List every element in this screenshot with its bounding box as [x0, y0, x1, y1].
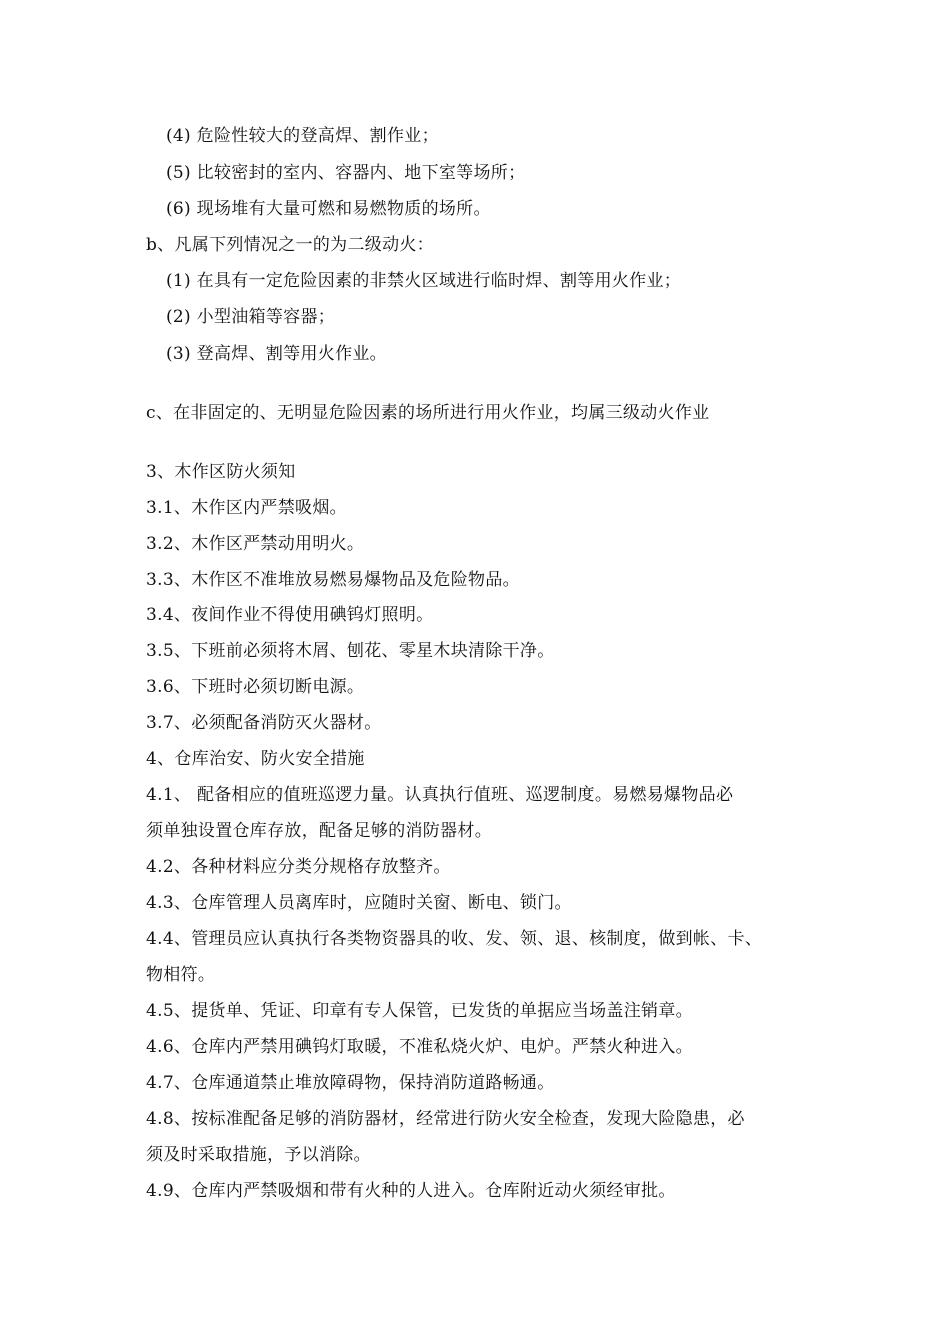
paragraph: 4.9、仓库内严禁吸烟和带有火种的人进入。仓库附近动火须经审批。	[146, 1181, 676, 1201]
paragraph: 4.3、仓库管理人员离库时，应随时关窗、断电、锁门。	[146, 893, 572, 913]
paragraph: 3.5、下班前必须将木屑、刨花、零星木块清除干净。	[146, 641, 555, 661]
list-item: (4) 危险性较大的登高焊、割作业；	[166, 126, 439, 146]
list-item: (5) 比较密封的室内、容器内、地下室等场所；	[166, 163, 526, 183]
paragraph: 3.6、下班时必须切断电源。	[146, 677, 365, 697]
paragraph: c、在非固定的、无明显危险因素的场所进行用火作业，均属三级动火作业	[146, 403, 710, 423]
list-item: (1) 在具有一定危险因素的非禁火区域进行临时焊、割等用火作业；	[166, 271, 682, 291]
paragraph: 4.5、提货单、凭证、印章有专人保管，已发货的单据应当场盖注销章。	[146, 1001, 693, 1021]
paragraph: 4.6、仓库内严禁用碘钨灯取暖，不准私烧火炉、电炉。严禁火种进入。	[146, 1037, 693, 1057]
list-item: (3) 登高焊、割等用火作业。	[166, 344, 387, 364]
paragraph: 4.2、各种材料应分类分规格存放整齐。	[146, 857, 451, 877]
paragraph: 4.7、仓库通道禁止堆放障碍物，保持消防道路畅通。	[146, 1073, 555, 1093]
paragraph: 须及时采取措施，予以消除。	[146, 1145, 371, 1165]
section-heading: 3、木作区防火须知	[146, 462, 296, 482]
paragraph: 3.4、夜间作业不得使用碘钨灯照明。	[146, 605, 434, 625]
list-item: (6) 现场堆有大量可燃和易燃物质的场所。	[166, 199, 491, 219]
paragraph: 须单独设置仓库存放，配备足够的消防器材。	[146, 821, 492, 841]
section-heading: 4、仓库治安、防火安全措施	[146, 749, 365, 769]
paragraph: 3.2、木作区严禁动用明火。	[146, 534, 365, 554]
paragraph: 3.3、木作区不准堆放易燃易爆物品及危险物品。	[146, 570, 520, 590]
paragraph: 4.8、按标准配备足够的消防器材，经常进行防火安全检查，发现大险隐患，必	[146, 1109, 745, 1129]
paragraph: 4.4、管理员应认真执行各类物资器具的收、发、领、退、核制度，做到帐、卡、	[146, 929, 763, 949]
paragraph: 4.1、 配备相应的值班巡逻力量。认真执行值班、巡逻制度。易燃易爆物品必	[146, 785, 734, 805]
paragraph: 3.1、木作区内严禁吸烟。	[146, 498, 347, 518]
list-item: (2) 小型油箱等容器；	[166, 307, 336, 327]
paragraph: 物相符。	[146, 965, 216, 985]
paragraph: b、凡属下列情况之一的为二级动火：	[146, 235, 434, 255]
paragraph: 3.7、必须配备消防灭火器材。	[146, 713, 382, 733]
